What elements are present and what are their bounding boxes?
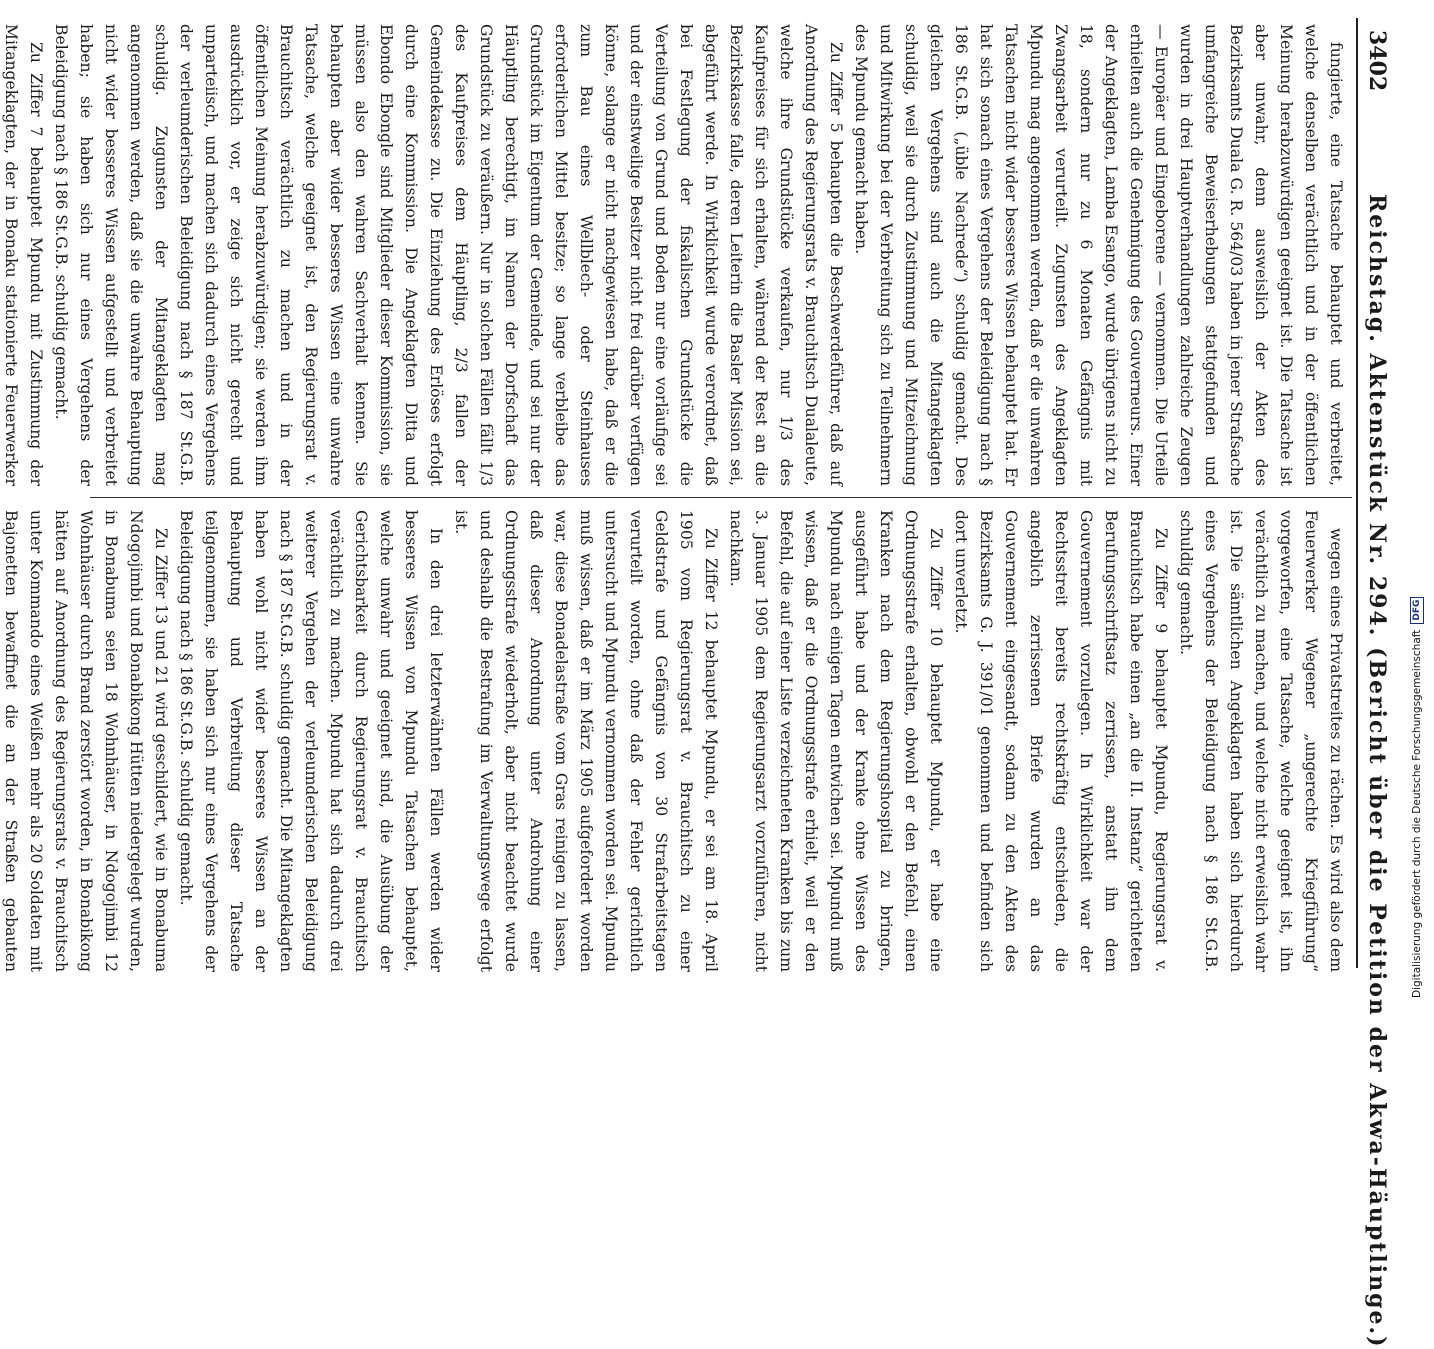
paragraph: In den drei letzterwähnten Fällen werden wider besseres Wissen von Mpundu Tatsachen behauptet, welche unwahr und geeignet sind, die Ausübung der Gerichtsbarkeit durch Regierungsrat v. Brauchitsch verächtlich zu machen. Mpundu hat sich dadurch drei weiterer Vergehen der verleumderischen Beleidigung nach § 187 St.G.B. schuldig gemacht. Die Mitangeklagten haben wohl nicht wider besseres Wissen an der Behauptung und Verbreitung dieser Tatsache teilgenommen, sie haben sich nur eines Vergehens der Beleidigung nach § 186 St.G.B. schuldig gemacht. — [177, 510, 445, 972]
paragraph: Zu Ziffer 7 behauptet Mpundu mit Zustimmung der Mitangeklagten, der in Bonaku stationierte Feuerwerker — [2, 24, 45, 486]
left-column — [2, 24, 1348, 486]
margin-attribution — [1410, 597, 1424, 998]
running-title: Reichstag. Aktenstück Nr. 294. (Bericht über die Petition der Akwa-Häuptlinge.) — [1364, 194, 1390, 1349]
column-divider — [90, 497, 1352, 498]
paragraph: fungierte, eine Tatsache behauptet und verbreitet, welche denselben verächtlich und in der öffentlichen Meinung herabzuwürdigen geeignet ist. Die Tatsache ist aber unwahr, denn ausweislich der Akten des Bezirksamts Duala G. R. 564/03 haben in jener Strafsache umfangreiche Beweiserhebungen stattgefunden und wurden in drei Hauptverhandlungen zahlreiche Zeugen — Europäer und Eingeborene — vernommen. Die Urteile erhielten auch die Genehmigung des Gouverneurs. Einer der Angeklagten, Lamba Esango, wurde übrigens nicht zu 18, sondern nur zu 6 Monaten Gefängnis mit Zwangsarbeit verurteilt. Zugunsten des Angeklagten Mpundu mag angenommen werden, daß er die unwahren Tatsachen nicht wider besseres Wissen behauptet hat. Er hat sich sonach eines Vergehens der Beleidigung nach § 186 St.G.B. („üble Nachrede“) schuldig gemacht. Des gleichen Vergehens sind auch die Mitangeklagten schuldig, weil sie durch Zustimmung und Mitzeichnung und Mitwirkung bei der Verbreitung sich zu Teilnehmern des Mpundu gemacht haben. — [852, 24, 1345, 486]
paragraph: wegen eines Privatstreites zu rächen. Es wird also dem Feuerwerker Wegener „ungerechte Kriegführung“ vorgeworfen, eine Tatsache, welche geeignet ist, ihn verächtlich zu machen, und welche nicht erweislich wahr ist. Die sämtlichen Angeklagten haben sich hierdurch eines Vergehens der Beleidigung nach § 186 St.G.B. schuldig gemacht. — [1177, 510, 1345, 972]
paragraph: Zu Ziffer 12 behauptet Mpundu, er sei am 18. April 1905 vom Regierungsrat v. Brauchitsch zu einer Geldstrafe und Gefängnis von 30 Strafarbeitstagen verurteilt worden, ohne daß der Fehler gerichtlich untersucht und Mpundu vernommen worden sei. Mpundu muß wissen, daß er im März 1905 aufgefordert worden war, diese Bonadelastraße vom Gras reinigen zu lassen, daß dieser Anordnung unter Androhung einer Ordnungsstrafe wiederholt, aber nicht beachtet wurde und deshalb die Bestrafung im Verwaltungswege erfolgt ist. — [452, 510, 720, 972]
paragraph: Zu Ziffer 13 und 21 wird geschildert, wie in Bonabuma Ndogojimbi und Bonabikong Hütten niedergelegt wurden, in Bonabuma seien 18 Wohnhäuser, in Ndogojimbi 12 Wohnhäuser durch Brand zerstört worden, in Bonabikong hätten auf Anordnung des Regierungsrats v. Brauchitsch unter Kommando eines Weißen mehr als 20 Soldaten mit Bajonetten bewaffnet die an der Straßen gebauten — [2, 510, 170, 972]
rotated-document-sheet — [2, 14, 1398, 1349]
header-rule — [1356, 18, 1358, 968]
dfg-logo-icon: DFG — [1410, 597, 1424, 624]
right-column — [2, 510, 1348, 972]
paragraph: Zu Ziffer 9 behauptet Mpundu, Regierungsrat v. Brauchitsch habe einen „an die II. Instanz“ gerichteten Berufungsschriftsatz zerrissen, anstatt ihn dem Gouvernement vorzulegen. In Wirklichkeit war der Rechtsstreit bereits rechtskräftig entschieden, die angeblich zerrissenen Briefe wurden an das Gouvernement eingesandt, sodann zu den Akten des Bezirksamts G. J. 391/01 genommen und befinden sich dort unverletzt. — [952, 510, 1170, 972]
page-number: 3402 — [1364, 30, 1390, 92]
paragraph: Zu Ziffer 10 behauptet Mpundu, er habe eine Ordnungsstrafe erhalten, obwohl er den Befehl, einen Kranken nach dem Regierungshospital zu bringen, ausgeführt habe und der Kranke ohne Wissen des Mpundu nach einigen Tagen entwichen sei. Mpundu muß wissen, daß er die Ordnungsstrafe erhielt, weil er den Befehl, die auf einer Liste verzeichneten Kranken bis zum 3. Januar 1905 dem Regierungsarzt vorzuführen, nicht nachkam. — [727, 510, 945, 972]
paragraph: Zu Ziffer 5 behaupten die Beschwerdeführer, daß auf Anordnung des Regierungsrats v. Brauchitsch Dualaleute, welche ihre Grundstücke verkaufen, nur 1/3 des Kaufpreises für sich erhalten, während der Rest an die Bezirkskasse falle, deren Leiterin die Basler Mission sei, abgeführt werde. In Wirklichkeit wurde verordnet, daß bei Festlegung der fiskalischen Grundstücke die Verteilung von Grund und Boden nur eine vorläufige sei und der einstweilige Besitzer nicht frei darüber verfügen könne, solange er nicht nachgewiesen habe, daß er die zum Bau eines Wellblech- oder Steinhauses erforderlichen Mittel besitze; so lange verbleibe das Grundstück im Eigentum der Gemeinde, und sei nur der Häuptling berechtigt, im Namen der Dorfschaft das Grundstück zu veräußern. Nur in solchen Fällen fällt 1/3 des Kaufpreises dem Häuptling, 2/3 fallen der Gemeindekasse zu. Die Einziehung des Erlöses erfolgt durch eine Kommission. Die Angeklagten Ditta und Ebondo Ebongle sind Mitglieder dieser Kommission, sie müssen also den wahren Sachverhalt kennen. Sie behaupten aber wider besseres Wissen eine unwahre Tatsache, welche geeignet ist, den Regierungsrat v. Brauchitsch verächtlich zu machen und in der öffentlichen Meinung herabzuwürdigen; sie werden ihm ausdrücklich vor, er zeige sich nicht gerecht und unparteiisch, und machen sich dadurch eines Vergehens der verleumderischen Beleidigung nach § 187 St.G.B. schuldig. Zugunsten der Mitangeklagten mag angenommen werden, daß sie die unwahre Behauptung nicht wider besseres Wissen aufgestellt und verbreitet haben; sie haben sich nur eines Vergehens der Beleidigung nach § 186 St.G.B. schuldig gemacht. — [52, 24, 845, 486]
page-header — [1360, 24, 1390, 1349]
attribution-text: Digitalisierung gefördert durch die Deutsche Forschungsgemeinschaft — [1411, 629, 1423, 998]
